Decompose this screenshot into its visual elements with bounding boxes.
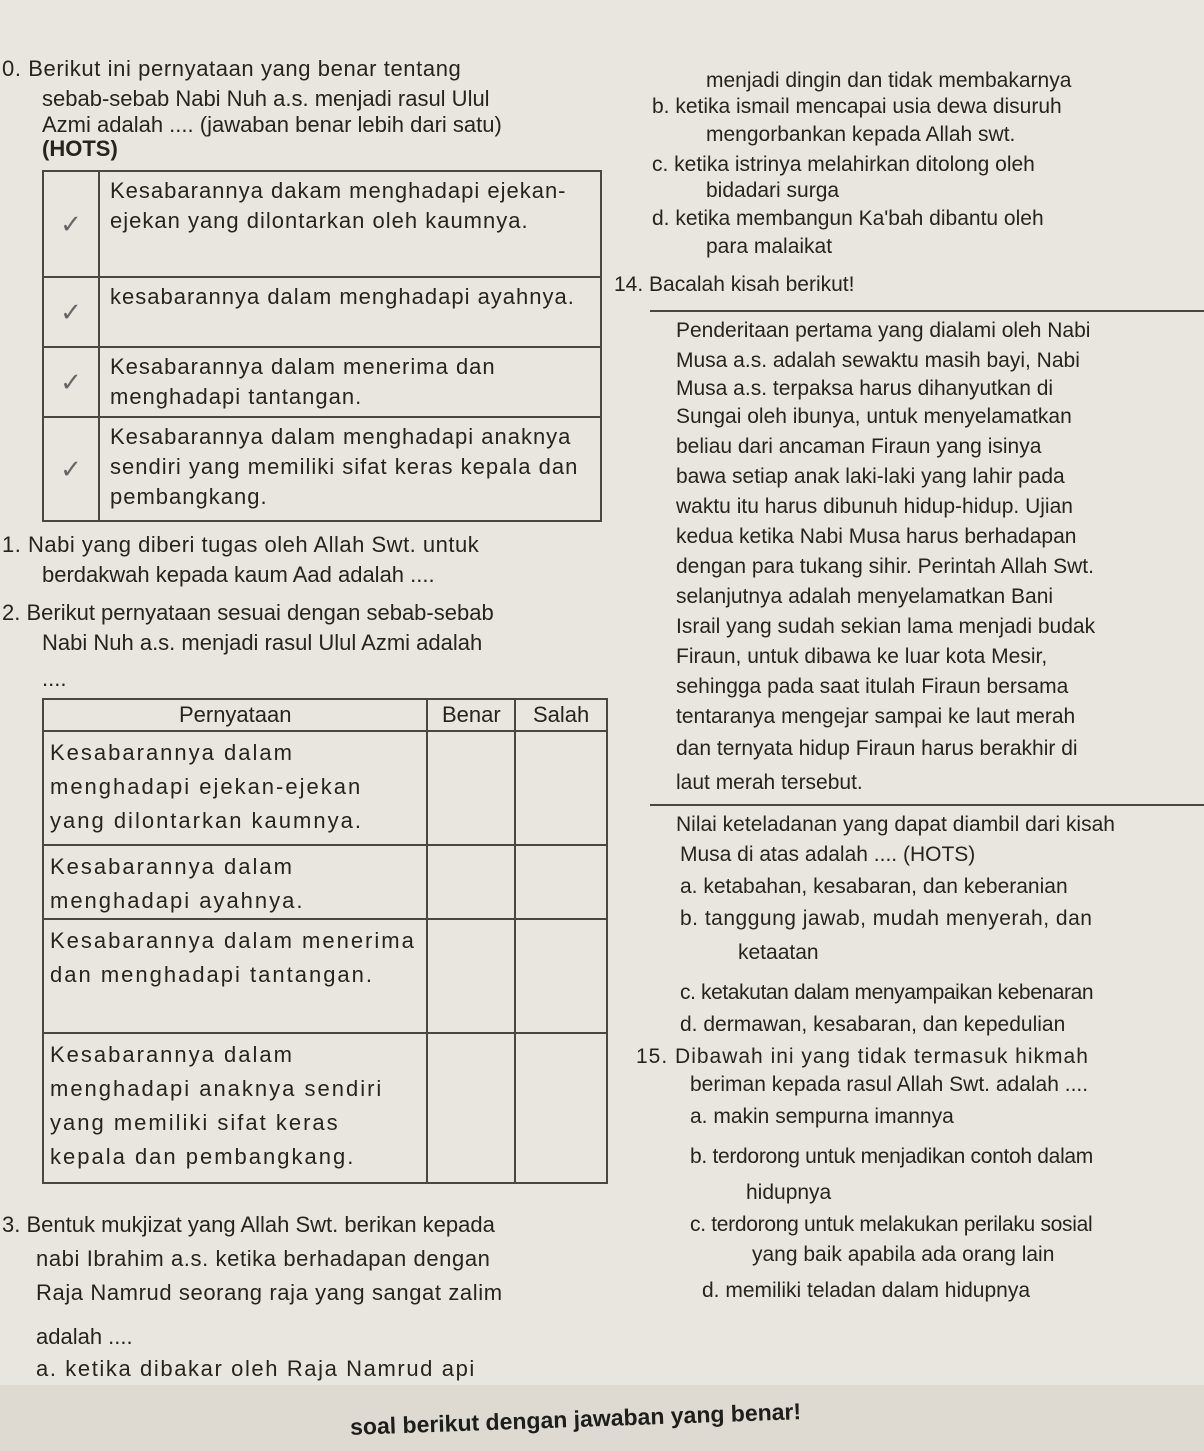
q15-option-a: a. makin sempurna imannya [690,1105,954,1128]
q12-row-text: Kesabarannya dalam menghadapi anaknya sendiri yang memiliki sifat keras kepala dan pembangkang. [43,1033,427,1183]
q14-option-a: a. ketabahan, kesabaran, dan keberanian [680,875,1068,898]
checkmark-icon: ✓ [43,171,99,277]
header-pernyataan: Pernyataan [43,699,427,731]
q15-option-c-line2: yang baik apabila ada orang lain [752,1243,1055,1266]
q12-statement-table [42,698,608,1184]
q13-option-c-line2: bidadari surga [706,179,840,202]
q12-row-text: Kesabarannya dalam menghadapi ayahnya. [43,845,427,919]
q14-option-b-line2: ketaatan [738,941,819,964]
q10-hots-label: (HOTS) [42,136,118,161]
q12-row [43,845,607,919]
q14-story-line: Israil yang sudah sekian lama menjadi budak [676,615,1096,638]
q13-option-d-line1: d. ketika membangun Ka'bah dibantu oleh [652,207,1044,230]
section-instruction: soal berikut dengan jawaban yang benar! [349,1398,802,1440]
q15-option-d: d. memiliki teladan dalam hidupnya [702,1279,1031,1302]
q14-story-line: dan ternyata hidup Firaun harus berakhir di [676,737,1078,760]
q10-row-text: Kesabarannya dalam menghadapi anaknya sendiri yang memiliki sifat keras kepala dan pembangkang. [99,417,601,521]
benar-answer-cell[interactable] [427,919,515,1033]
q14-question-line2: Musa di atas adalah .... (HOTS) [680,843,976,866]
salah-answer-cell[interactable] [515,845,607,919]
q14-story-line: bawa setiap anak laki-laki yang lahir pada [676,465,1065,488]
q11-line1: 1. Nabi yang diberi tugas oleh Allah Swt. untuk [2,532,480,557]
q12-row [43,731,607,845]
q10-line2: sebab-sebab Nabi Nuh a.s. menjadi rasul Ulul [42,86,490,111]
q11-line2: berdakwah kepada kaum Aad adalah .... [42,562,435,587]
q15-line2: beriman kepada rasul Allah Swt. adalah .... [690,1073,1089,1096]
q10-line3: Azmi adalah .... (jawaban benar lebih dari satu) [42,112,502,137]
q15-option-b-line2: hidupnya [746,1181,832,1204]
q13-line1: 3. Bentuk mukjizat yang Allah Swt. berikan kepada [2,1212,495,1237]
q14-story-line: waktu itu harus dibunuh hidup-hidup. Ujian [676,495,1073,518]
q13-line2: nabi Ibrahim a.s. ketika berhadapan dengan [36,1246,491,1271]
q14-option-c: c. ketakutan dalam menyampaikan kebenaran [680,981,1094,1004]
q15-line1: 15. Dibawah ini yang tidak termasuk hikmah [636,1045,1089,1068]
q14-story-line: Musa a.s. adalah sewaktu masih bayi, Nabi [676,349,1080,372]
q14-story-line: Penderitaan pertama yang dialami oleh Nabi [676,319,1091,342]
q14-story-line: beliau dari ancaman Firaun yang isinya [676,435,1042,458]
q14-story-line: selanjutnya adalah menyelamatkan Bani [676,585,1054,608]
q12-line1: 2. Berikut pernyataan sesuai dengan sebab-sebab [2,600,494,625]
q15-option-b-line1: b. terdorong untuk menjadikan contoh dalam [690,1145,1094,1168]
q14-story-line: sehingga pada saat itulah Firaun bersama [676,675,1069,698]
q14-story-line: dengan para tukang sihir. Perintah Allah Swt. [676,555,1094,578]
checkmark-icon: ✓ [43,277,99,347]
header-benar: Benar [427,699,515,731]
q10-statement-table [42,170,602,522]
q14-story-line: Sungai oleh ibunya, untuk menyelamatkan [676,405,1072,428]
q12-row-text: Kesabarannya dalam menerima dan menghadapi tantangan. [43,919,427,1033]
q12-line3: .... [42,666,67,691]
q14-story-line: laut merah tersebut. [676,771,863,794]
q13-line3: Raja Namrud seorang raja yang sangat zalim [36,1280,503,1305]
q14-story-line: kedua ketika Nabi Musa harus berhadapan [676,525,1077,548]
q13-option-c-line1: c. ketika istrinya melahirkan ditolong oleh [652,153,1035,176]
q13-line4: adalah .... [36,1324,133,1349]
benar-answer-cell[interactable] [427,1033,515,1183]
q13-option-a-cont: menjadi dingin dan tidak membakarnya [706,69,1072,92]
salah-answer-cell[interactable] [515,1033,607,1183]
q14-story-line: tentaranya mengejar sampai ke laut merah [676,705,1076,728]
q10-row [43,171,601,277]
checkmark-icon: ✓ [43,417,99,521]
q14-option-b-line1: b. tanggung jawab, mudah menyerah, dan [680,907,1093,930]
q12-header-row [43,699,607,731]
q10-row-text: Kesabarannya dakam menghadapi ejekan-ejekan yang dilontarkan oleh kaumnya. [99,171,601,277]
q15-option-c-line1: c. terdorong untuk melakukan perilaku sosial [690,1213,1093,1236]
q13-option-d-line2: para malaikat [706,235,833,258]
q10-line1: 0. Berikut ini pernyataan yang benar tentang [2,56,462,81]
q10-row-text: Kesabarannya dalam menerima dan menghadapi tantangan. [99,347,601,417]
q13-option-a: a. ketika dibakar oleh Raja Namrud api [36,1356,476,1381]
q14-option-d: d. dermawan, kesabaran, dan kepedulian [680,1013,1066,1036]
q14-story-line: Firaun, untuk dibawa ke luar kota Mesir, [676,645,1048,668]
header-salah: Salah [515,699,607,731]
q14-story-line: Musa a.s. terpaksa harus dihanyutkan di [676,377,1054,400]
benar-answer-cell[interactable] [427,845,515,919]
q10-row-text: kesabarannya dalam menghadapi ayahnya. [99,277,601,347]
q12-row-text: Kesabarannya dalam menghadapi ejekan-ejekan yang dilontarkan kaumnya. [43,731,427,845]
q12-line2: Nabi Nuh a.s. menjadi rasul Ulul Azmi adalah [42,630,483,655]
checkmark-icon: ✓ [43,347,99,417]
q13-option-b-line1: b. ketika ismail mencapai usia dewa disuruh [652,95,1062,118]
salah-answer-cell[interactable] [515,919,607,1033]
q14-intro: 14. Bacalah kisah berikut! [614,273,855,296]
q12-row [43,1033,607,1183]
salah-answer-cell[interactable] [515,731,607,845]
q12-row [43,919,607,1033]
benar-answer-cell[interactable] [427,731,515,845]
q10-row [43,347,601,417]
q13-option-b-line2: mengorbankan kepada Allah swt. [706,123,1016,146]
q10-row [43,417,601,521]
q14-question-line1: Nilai keteladanan yang dapat diambil dari kisah [676,813,1115,836]
q10-row [43,277,601,347]
